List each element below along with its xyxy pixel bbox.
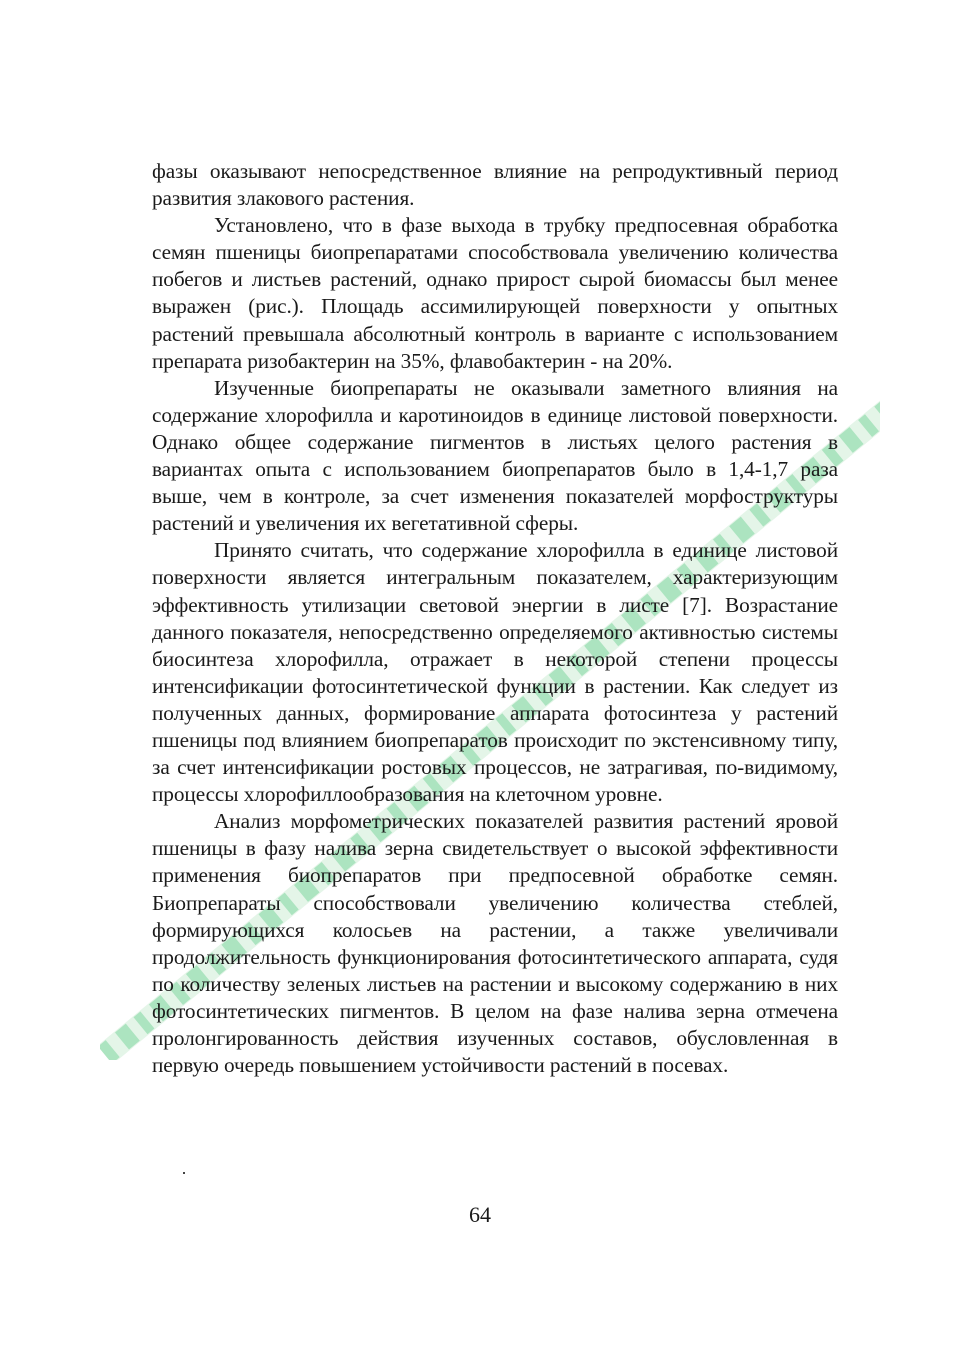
page-number: 64 [469, 1202, 491, 1227]
paragraph-3: Изученные биопрепараты не оказывали заметного влияния на содержание хлорофилла и каротиноидов в единице листовой поверхности. Однако общее содержание пигментов в листьях целого растения в вариантах опыта с использованием биопрепаратов было в 1,4-1,7 раза выше, чем в контроле, за счет изменения показателей морфоструктуры растений и увеличения их вегетативной сферы. [152, 375, 838, 536]
scan-speck [183, 1172, 185, 1174]
paragraph-2: Установлено, что в фазе выхода в трубку предпосевная обработка семян пшеницы биопрепаратами способствовала увеличению количества побегов и листьев растений, однако прирост сырой биомассы был менее выражен (рис.). Площадь ассимилирующей поверхности у опытных растений превышала абсолютный контроль в варианте с использованием препарата ризобактерин на 35%, флавобактерин - на 20%. [152, 213, 838, 373]
page-body [152, 158, 838, 1079]
paragraph-4: Принято считать, что содержание хлорофилла в единице листовой поверхности является интегральным показателем, характеризующим эффективность утилизации световой энергии в листе [7]. Возрастание данного показателя, непосредственно определяемого активностью системы биосинтеза хлорофилла, отражает в некоторой степени процессы интенсификации фотосинтетической функции в растении. Как следует из полученных данных, формирование аппарата фотосинтеза у растений пшеницы под влиянием биопрепаратов происходит по экстенсивному типу, за счет интенсификации ростовых процессов, не затрагивая, по-видимому, процессы хлорофиллообразования на клеточном уровне. [152, 538, 838, 807]
paragraph-1: фазы оказывают непосредственное влияние на репродуктивный период развития злакового растения. [152, 159, 838, 211]
paragraph-5: Анализ морфометрических показателей развития растений яровой пшеницы в фазу налива зерна свидетельствует о высокой эффективности применения биопрепаратов при предпосевной обработке семян. Биопрепараты способствовали увеличению количества стеблей, формирующихся колосьев на растении, а также увеличивали продолжительность функционирования фотосинтетического аппарата, судя по количеству зеленых листьев на растении и высокому содержанию в них фотосинтетических пигментов. В целом на фазе налива зерна отмечена пролонгированность действия изученных составов, обусловленная в первую очередь повышением устойчивости растений в посевах. [152, 809, 838, 1078]
